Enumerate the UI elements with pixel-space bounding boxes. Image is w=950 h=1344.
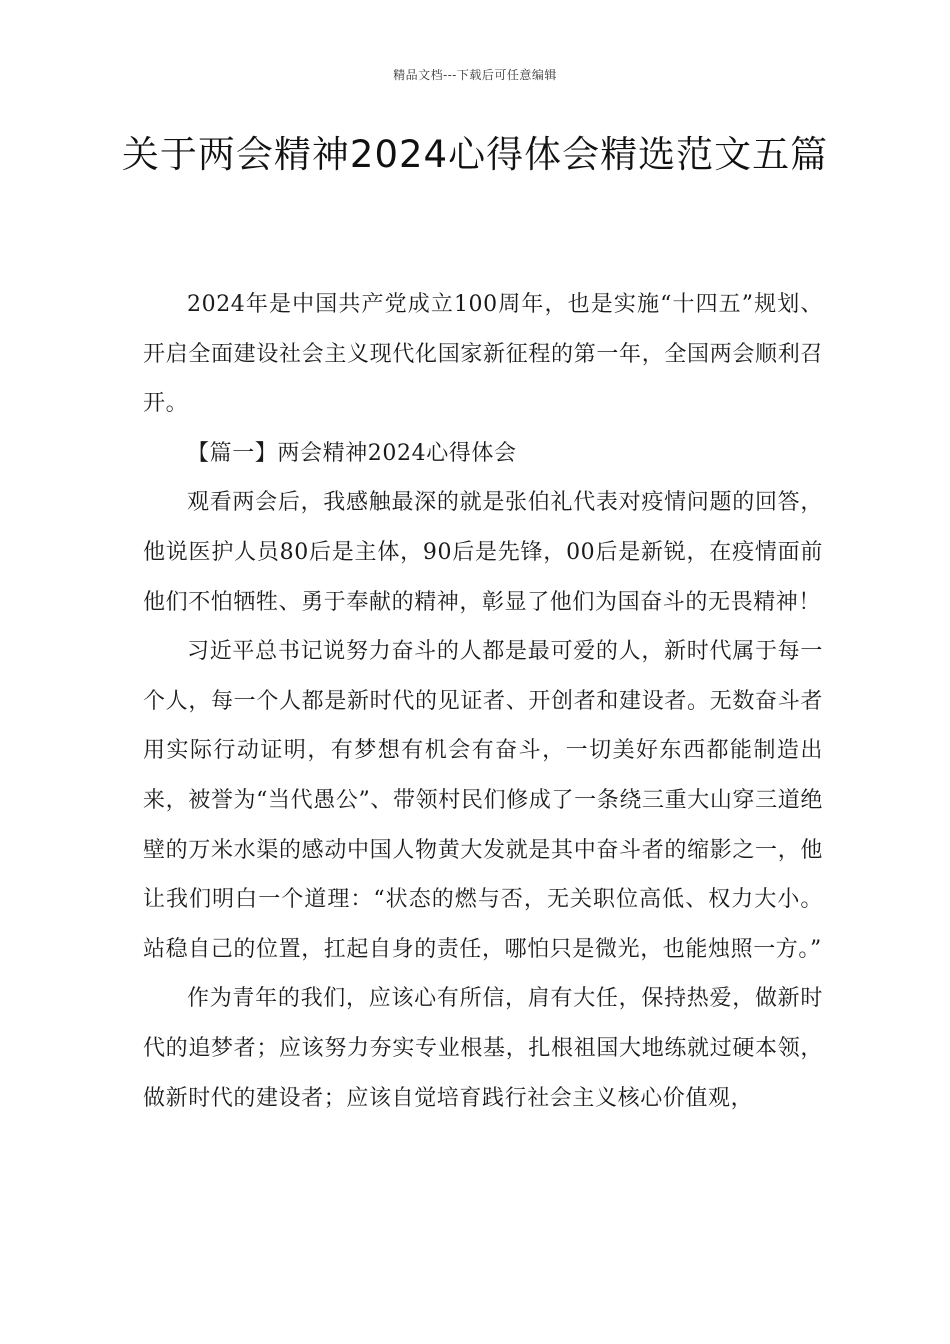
body-paragraph: 观看两会后，我感触最深的就是张伯礼代表对疫情问题的回答，他说医护人员80后是主体，90后是先锋，00后是新锐，在疫情面前他们不怕牺牲、勇于奉献的精神，彰显了他们为国奋斗的无畏精神！ xyxy=(143,490,823,615)
document-body xyxy=(143,280,823,1123)
section-heading: 【篇一】两会精神2024心得体会 xyxy=(187,440,517,466)
body-paragraph: 作为青年的我们，应该心有所信，肩有大任，保持热爱，做新时代的追梦者；应该努力夯实专业根基，扎根祖国大地练就过硬本领，做新时代的建设者；应该自觉培育践行社会主义核心价值观， xyxy=(143,986,823,1111)
document-title: 关于两会精神2024心得体会精选范文五篇 xyxy=(121,133,829,176)
intro-paragraph: 2024年是中国共产党成立100周年，也是实施“十四五”规划、开启全面建设社会主义现代化国家新征程的第一年，全国两会顺利召开。 xyxy=(143,292,823,417)
header-note: 精品文档---下载后可任意编辑 xyxy=(393,68,557,82)
body-paragraph: 习近平总书记说努力奋斗的人都是最可爱的人，新时代属于每一个人，每一个人都是新时代的见证者、开创者和建设者。无数奋斗者用实际行动证明，有梦想有机会有奋斗，一切美好东西都能制造出来，被誉为“当代愚公”、带领村民们修成了一条绕三重大山穿三道绝壁的万米水渠的感动中国人物黄大发就是其中奋斗者的缩影之一，他让我们明白一个道理：“状态的燃与否，无关职位高低、权力大小。站稳自己的位置，扛起自身的责任，哪怕只是微光，也能烛照一方。” xyxy=(143,639,823,962)
